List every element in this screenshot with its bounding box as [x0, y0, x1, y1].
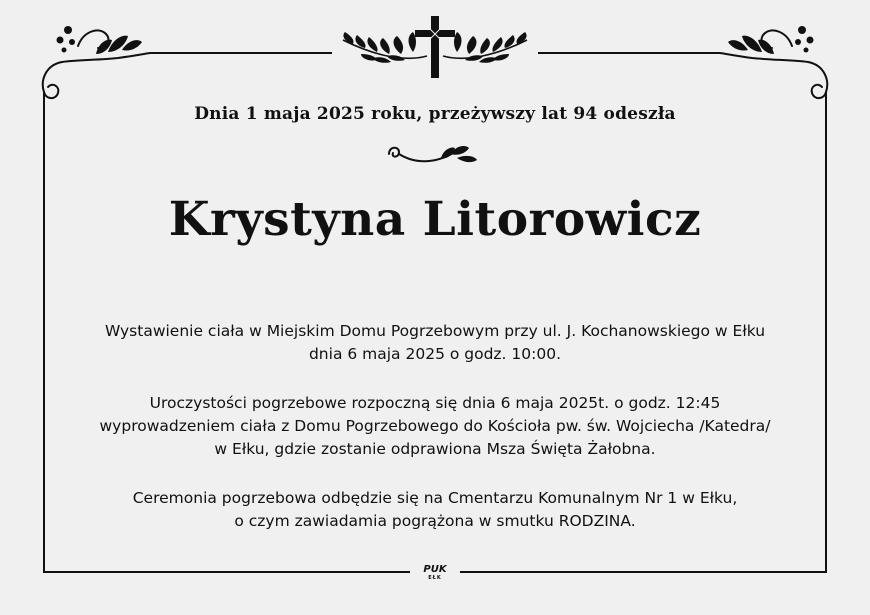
paragraph-line: o czym zawiadamia pogrążona w smutku RODZINA. [234, 512, 636, 530]
frame-bottom-border-left [43, 571, 413, 573]
cross-with-laurel-icon [335, 12, 535, 82]
paragraph-viewing [0, 320, 870, 366]
paragraph-line: w Ełku, gdzie zostanie odprawiona Msza Święta Żałobna. [214, 440, 656, 458]
frame-bottom-border-right [457, 571, 827, 573]
paragraph-line: Ceremonia pogrzebowa odbędzie się na Cmentarzu Komunalnym Nr 1 w Ełku, [132, 489, 738, 507]
deceased-name: Krystyna Litorowicz [168, 192, 702, 247]
puk-logo [410, 562, 460, 586]
corner-ornament-right-icon [712, 10, 832, 105]
paragraph-line: Uroczystości pogrzebowe rozpoczną się dnia 6 maja 2025t. o godz. 12:45 [149, 394, 721, 412]
frame-top-line-right [538, 52, 720, 54]
corner-ornament-left-icon [38, 10, 158, 105]
paragraph-burial [0, 487, 870, 533]
logo-main-text: PUK [423, 564, 447, 575]
logo-sub-text: EŁK [428, 575, 442, 581]
paragraph-ceremony [0, 392, 870, 461]
paragraph-line: dnia 6 maja 2025 o godz. 10:00. [308, 345, 562, 363]
death-date-intro: Dnia 1 maja 2025 roku, przeżywszy lat 94 odeszła [194, 104, 676, 124]
divider-ornament-icon [385, 142, 485, 172]
frame-top-line-left [150, 52, 332, 54]
paragraph-line: Wystawienie ciała w Miejskim Domu Pogrzebowym przy ul. J. Kochanowskiego w Ełku [104, 322, 766, 340]
paragraph-line: wyprowadzeniem ciała z Domu Pogrzebowego do Kościoła pw. św. Wojciecha /Katedra/ [99, 417, 771, 435]
